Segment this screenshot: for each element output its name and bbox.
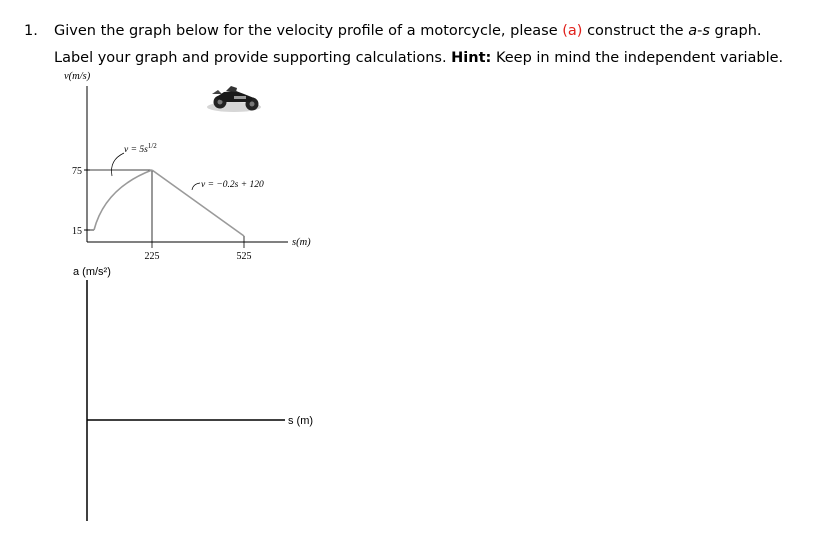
vs-y-tick-label-15: 15 (72, 226, 82, 237)
vs-x-tick-label-225: 225 (144, 251, 160, 262)
vs-eq2-leader (192, 183, 200, 190)
question-number: 1. (24, 23, 38, 39)
vs-eq1-leader (112, 153, 125, 176)
vs-y-axis-label: v(m/s) (64, 71, 91, 82)
vs-y-tick-label-75: 75 (72, 166, 82, 177)
vs-curve-sqrt (94, 170, 152, 230)
question-text: Given the graph below for the velocity profile of a motorcycle, please (a) construct the a-s graph. Label your graph and provide supporting calculations. Hint: Keep in mind the independent variable. (54, 23, 784, 66)
vs-x-axis-label: s(m) (292, 237, 311, 248)
as-x-axis-label: s (m) (288, 415, 314, 427)
vs-eq1-label: $v = 5s^{1/2}$ (124, 142, 157, 155)
vs-x-tick-label-525: 525 (236, 251, 252, 262)
motorcycle-icon (207, 86, 261, 112)
vs-eq2-label: v = −0.2s + 120 (201, 180, 264, 190)
as-y-axis-label: a (m/s²) (73, 266, 111, 278)
part-a-label: (a) (562, 23, 583, 39)
hint-label: Hint: (451, 50, 492, 66)
